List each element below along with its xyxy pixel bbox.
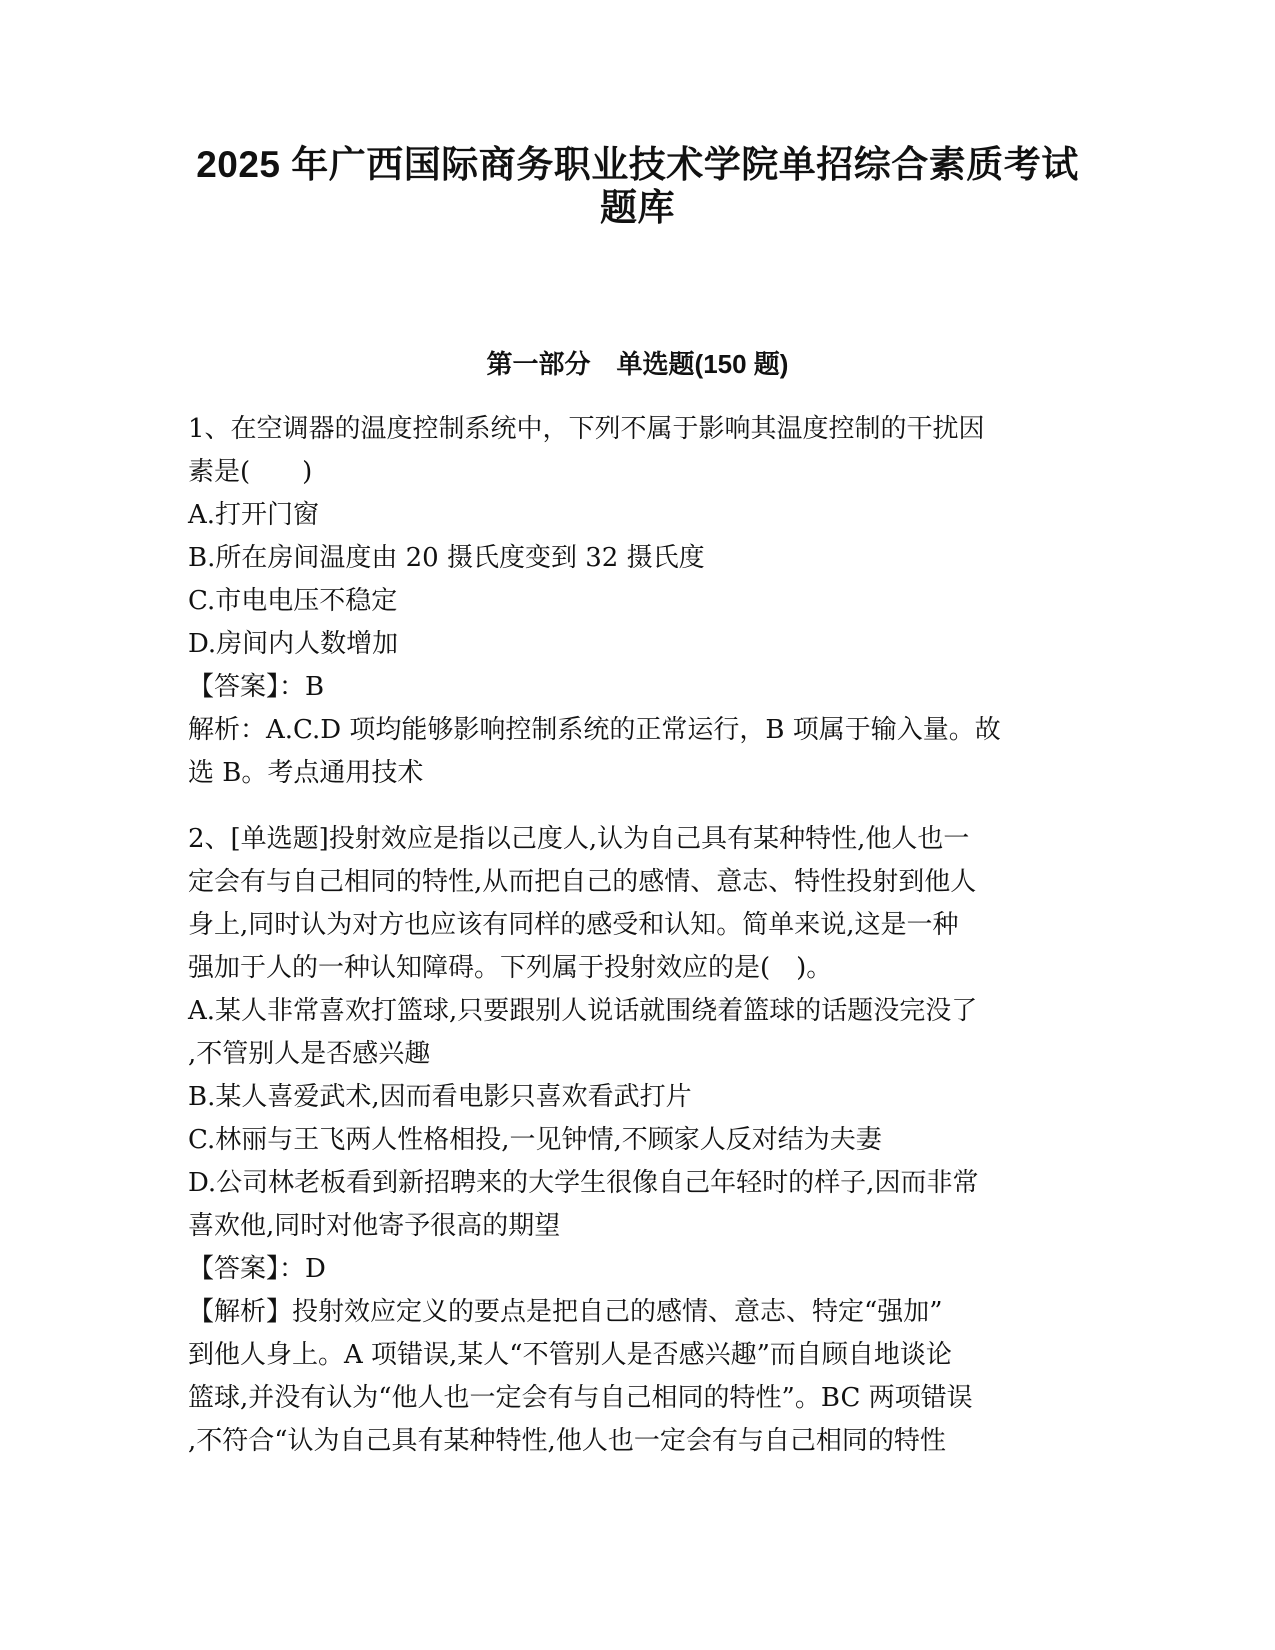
section-heading: 第一部分 单选题(150 题) — [486, 349, 789, 379]
option-b: B.所在房间温度由 20 摄氏度变到 32 摄氏度 — [188, 543, 705, 573]
option-a: A.某人非常喜欢打篮球,只要跟别人说话就围绕着篮球的话题没完没了 — [188, 996, 978, 1026]
question-stem: 强加于人的一种认知障碍。下列属于投射效应的是( )。 — [188, 953, 833, 983]
option-b: B.某人喜爱武术,因而看电影只喜欢看武打片 — [188, 1082, 692, 1112]
title-line: 题库 — [600, 187, 675, 228]
option-d: 喜欢他,同时对他寄予很高的期望 — [188, 1211, 561, 1241]
option-d: D.公司林老板看到新招聘来的大学生很像自己年轻时的样子,因而非常 — [188, 1168, 979, 1198]
explanation-line: ,不符合“认为自己具有某种特性,他人也一定会有与自己相同的特性 — [188, 1426, 946, 1456]
answer-line: 【答案】：B — [188, 672, 325, 702]
explanation-line: 到他人身上。A 项错误,某人“不管别人是否感兴趣”而自顾自地谈论 — [188, 1340, 952, 1370]
document-title — [150, 143, 1125, 229]
option-c: C.林丽与王飞两人性格相投,一见钟情,不顾家人反对结为夫妻 — [188, 1125, 882, 1155]
explanation-line: 【解析】投射效应定义的要点是把自己的感情、意志、特定“强加” — [188, 1297, 943, 1327]
question-stem: 定会有与自己相同的特性,从而把自己的感情、意志、特性投射到他人 — [188, 867, 977, 897]
explanation-line: 篮球,并没有认为“他人也一定会有与自己相同的特性”。BC 两项错误 — [188, 1383, 973, 1413]
option-d: D.房间内人数增加 — [188, 629, 399, 659]
question-stem: 1、在空调器的温度控制系统中，下列不属于影响其温度控制的干扰因 — [188, 414, 985, 444]
question-stem: 身上,同时认为对方也应该有同样的感受和认知。简单来说,这是一种 — [188, 910, 959, 940]
question-stem: 2、[单选题]投射效应是指以己度人,认为自己具有某种特性,他人也一 — [188, 824, 970, 854]
question-1 — [188, 408, 1088, 795]
answer-line: 【答案】：D — [188, 1254, 326, 1284]
title-line: 2025 年广西国际商务职业技术学院单招综合素质考试 — [196, 144, 1079, 185]
option-a: A.打开门窗 — [188, 500, 320, 530]
question-2 — [188, 818, 1088, 1463]
explanation-line: 选 B。考点通用技术 — [188, 758, 424, 788]
explanation-line: 解析：A.C.D 项均能够影响控制系统的正常运行，B 项属于输入量。故 — [188, 715, 1001, 745]
option-c: C.市电电压不稳定 — [188, 586, 398, 616]
option-a: ,不管别人是否感兴趣 — [188, 1039, 431, 1069]
question-stem: 素是( ) — [188, 457, 313, 487]
